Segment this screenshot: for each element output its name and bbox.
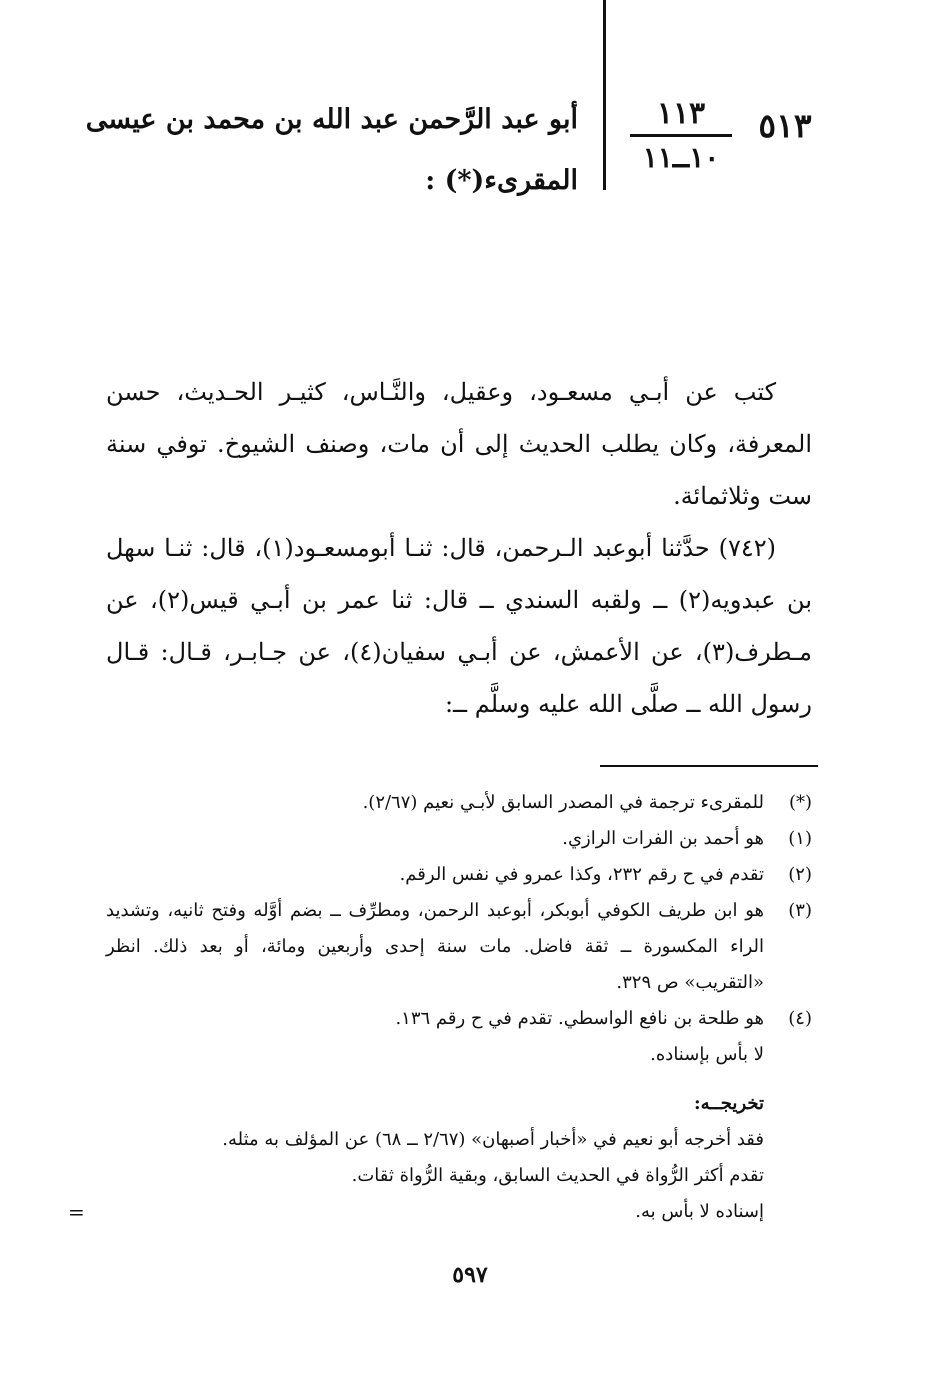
- footnote-text: للمقرىء ترجمة في المصدر السابق لأبـي نعيم (٢/٦٧).: [362, 792, 764, 813]
- fraction-bottom: ١٠ــ١١: [642, 141, 720, 174]
- takhrij-line: تقدم أكثر الرُّواة في الحديث السابق، وبقية الرُّواة ثقات.: [351, 1165, 764, 1186]
- footnote-item: [106, 785, 812, 821]
- volume-fraction: [626, 96, 736, 175]
- entry-number: ٥١٣: [758, 106, 812, 145]
- paragraph-text: (٧٤٢) حدَّثنا أبوعبد الـرحمن، قال: ثنـا أبومسعـود(١)، قال: ثنـا سهل بن عبدويه(٢) ــ ولقبه السندي ــ قال: ثنا عمر بن أبـي قيس(٢)، عن مـطرف(٣)، عن الأعمش، عن أبـي سفيان(٤)، عن جـابـر، قـال: قـال رسول الله ــ صلَّى الله عليه وسلَّم ــ:: [106, 534, 812, 718]
- footnote-text: هو ابن طريف الكوفي أبوبكر، أبوعبد الرحمن، ومطرِّف ــ بضم أوَّله وفتح ثانيه، وتشديد الراء المكسورة ــ ثقة فاضل. مات سنة إحدى وأربعين ومائة، أو بعد ذلك. انظر «التقريب» ص ٣٢٩.: [106, 900, 764, 993]
- footnote-item: [106, 1001, 812, 1073]
- footnote-mark: (٤): [788, 1008, 812, 1029]
- footnote-text-line: هو طلحة بن نافع الواسطي. تقدم في ح رقم ١٣٦.: [395, 1008, 764, 1029]
- footnote-item: [106, 857, 812, 893]
- fraction-bar: [630, 134, 732, 137]
- footnote-mark: (١): [788, 828, 812, 849]
- takhrij-line: فقد أخرجه أبو نعيم في «أخبار أصبهان» (٢/٦٧ ــ ٦٨) عن المؤلف به مثله.: [222, 1129, 764, 1150]
- footnote-text: [106, 1001, 764, 1073]
- takhrij-section: [106, 1086, 764, 1230]
- page-number: ٥٩٧: [452, 1262, 488, 1288]
- footnote-mark: (٣): [788, 900, 812, 921]
- continuation-mark: =: [68, 1200, 85, 1224]
- footnote-separator: [600, 765, 818, 767]
- hadith-paragraph: [106, 522, 812, 730]
- entry-title-line1: أبو عبد الرَّحمن عبد الله بن محمد بن عيسى: [85, 104, 578, 135]
- footnote-text: تقدم في ح رقم ٢٣٢، وكذا عمرو في نفس الرقم.: [399, 864, 764, 885]
- footnote-text: هو أحمد بن الفرات الرازي.: [562, 828, 764, 849]
- fraction-top: ١١٣: [656, 96, 706, 131]
- entry-title-line2: المقرىء(*) :: [425, 165, 578, 196]
- takhrij-line: إسناده لا بأس به.: [635, 1201, 764, 1222]
- footnote-mark: (*): [788, 792, 812, 813]
- paragraph-text: كتب عن أبـي مسعـود، وعقيل، والنَّـاس، كثيـر الحـديث، حسن المعرفة، وكان يطلب الحديث إلى أن مات، وصنف الشيوخ. توفي سنة ست وثلاثمائة.: [106, 378, 812, 510]
- biography-paragraph: [106, 366, 812, 522]
- footnote-text-line: لا بأس بإسناده.: [650, 1044, 764, 1065]
- header-vertical-rule: [603, 0, 606, 190]
- takhrij-heading: تخريجــه:: [693, 1093, 764, 1114]
- footnote-item: [106, 821, 812, 857]
- footnote-mark: (٢): [788, 864, 812, 885]
- footnote-item: [106, 893, 812, 1001]
- footnotes: [106, 785, 812, 1073]
